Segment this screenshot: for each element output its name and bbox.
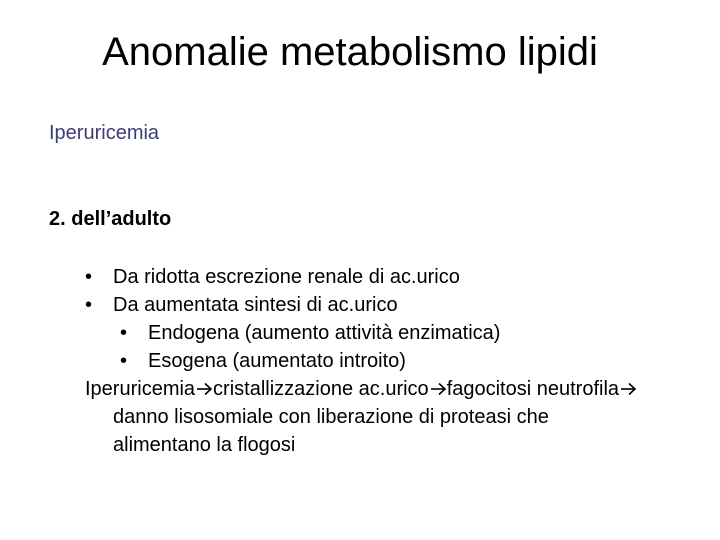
bullet-marker: • [85,294,93,316]
sub-bullet-text: Endogena (aumento attività enzimatica) [148,322,501,344]
right-arrow-icon [196,382,213,396]
chain-step-2: cristallizzazione ac.urico [213,378,429,400]
chain-step-3: fagocitosi neutrofila [446,378,620,400]
bullet-item [85,263,645,291]
sub-bullet-item [85,347,645,375]
pathogenesis-paragraph [85,375,645,459]
sub-bullet-item [85,319,645,347]
chain-step-1: Iperuricemia [85,378,196,400]
chain-step-4: danno lisosomiale con liberazione di proteasi che alimentano la flogosi [113,406,549,456]
subtitle: Iperuricemia [49,122,160,144]
bullet-item [85,291,645,319]
slide-title: Anomalie metabolismo lipidi [102,30,598,74]
bullet-marker: • [85,266,93,288]
content-body [85,263,645,459]
bullet-text: Da aumentata sintesi di ac.urico [113,294,398,316]
bullet-marker: • [120,322,128,344]
right-arrow-icon [620,382,637,396]
right-arrow-icon [430,382,447,396]
bullet-marker: • [120,350,128,372]
bullet-text: Da ridotta escrezione renale di ac.urico [113,266,460,288]
sub-bullet-text: Esogena (aumentato introito) [148,350,406,372]
section-heading: 2. dell’adulto [49,208,172,230]
